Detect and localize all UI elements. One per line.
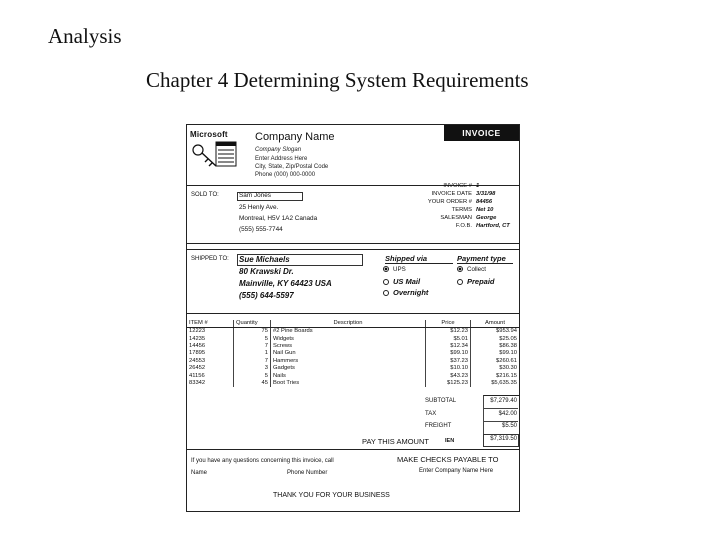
column-header: Description	[271, 320, 426, 328]
thanks-message: THANK YOU FOR YOUR BUSINESS	[273, 492, 390, 499]
sold-to-phone: (555) 555-7744	[239, 226, 283, 233]
item-amount: $25.05	[471, 335, 520, 342]
radio-selected-icon	[457, 266, 463, 272]
item-number: 14235	[189, 335, 206, 342]
shipped-via-title: Shipped via	[385, 254, 453, 264]
item-quantity: 5	[234, 372, 271, 379]
item-price: $10.10	[426, 365, 471, 372]
ship-option-label: UPS	[393, 266, 406, 273]
item-quantity: 7	[234, 358, 271, 365]
item-price: $5.01	[426, 335, 471, 342]
meta-value: 1	[476, 183, 480, 189]
item-amount: $260.61	[471, 358, 520, 365]
shipped-to-name: Sue Michaels	[239, 255, 290, 264]
column-header: ITEM #	[187, 320, 234, 328]
company-address: Enter Address Here	[255, 156, 308, 162]
item-amount: $99.10	[471, 350, 520, 357]
item-amount: $5,635.35	[471, 380, 520, 387]
table-row	[187, 358, 519, 365]
item-amount: $953.94	[471, 328, 520, 336]
item-description: Nails	[271, 372, 426, 379]
item-number: 26452	[189, 365, 206, 372]
radio-icon	[383, 290, 389, 296]
table-row	[187, 335, 519, 342]
item-description: Nail Gun	[271, 350, 426, 357]
freight-label: FREIGHT	[425, 423, 452, 429]
sold-to-city: Montreal, H5V 1A2 Canada	[239, 215, 318, 222]
meta-label: YOUR ORDER #	[427, 199, 472, 205]
item-price: $12.23	[426, 328, 471, 336]
radio-selected-icon	[383, 266, 389, 272]
table-row	[187, 380, 519, 387]
invoice-badge: INVOICE	[444, 125, 519, 141]
radio-icon	[457, 279, 463, 285]
payment-option-prepaid[interactable]	[457, 277, 495, 286]
company-logo	[190, 130, 242, 176]
column-header: Quantity	[234, 320, 271, 328]
item-price: $99.10	[426, 350, 471, 357]
item-description: Boot Tries	[271, 380, 426, 387]
item-number: 24553	[189, 357, 206, 364]
table-row	[187, 350, 519, 357]
items-table	[187, 320, 519, 387]
payable-title: MAKE CHECKS PAYABLE TO	[397, 455, 499, 464]
item-price: $37.23	[426, 358, 471, 365]
logo-icon	[190, 138, 242, 178]
meta-label: F.O.B.	[455, 223, 472, 229]
item-price: $125.23	[426, 380, 471, 387]
table-row	[187, 372, 519, 379]
item-quantity: 1	[234, 350, 271, 357]
table-header-row	[187, 320, 519, 328]
item-description: Widgets	[271, 335, 426, 342]
invoice-form	[186, 124, 520, 512]
pay-amount-value: $7,319.50	[490, 436, 517, 442]
meta-value: Net 10	[476, 207, 494, 213]
slide-heading: Analysis	[48, 24, 122, 48]
table-row	[187, 343, 519, 350]
sold-to-name: Sam Jones	[239, 192, 271, 199]
divider	[187, 313, 519, 314]
payment-option-label: Collect	[467, 266, 486, 273]
shipped-to-street: 80 Krawski Dr.	[239, 267, 294, 276]
freight-value: $5.50	[501, 423, 517, 429]
ship-option-usmail[interactable]	[383, 277, 420, 286]
table-row	[187, 328, 519, 336]
meta-label: INVOICE DATE	[431, 191, 472, 197]
company-name: Company Name	[255, 131, 335, 143]
item-number: 14456	[189, 343, 206, 349]
item-quantity: 7	[234, 343, 271, 350]
divider	[187, 449, 519, 450]
payment-type-title: Payment type	[457, 254, 513, 264]
item-number: 12223	[189, 328, 206, 335]
item-number: 83342	[189, 379, 206, 386]
meta-value: George	[476, 215, 497, 221]
company-slogan: Company Slogan	[255, 147, 302, 153]
item-quantity: 75	[234, 328, 271, 336]
item-price: $43.23	[426, 372, 471, 379]
item-price: $12.34	[426, 343, 471, 350]
currency-symbol: IEN	[445, 438, 455, 444]
item-description: Hammers	[271, 358, 426, 365]
divider	[187, 249, 519, 250]
item-amount: $30.30	[471, 365, 520, 372]
company-city: City, State, Zip/Postal Code	[255, 164, 329, 170]
meta-label: TERMS	[451, 207, 472, 213]
footer-question: If you have any questions concerning this invoice, call	[191, 458, 334, 464]
subtotal-value: $7,279.40	[490, 398, 517, 404]
shipped-to-label: SHIPPED TO:	[191, 256, 229, 262]
logo-text: Microsoft	[190, 130, 228, 139]
item-number: 41156	[189, 372, 205, 379]
sold-to-label: SOLD TO:	[191, 192, 219, 198]
company-phone: Phone (000) 000-0000	[255, 172, 316, 178]
shipped-to-city: Mainville, KY 64423 USA	[239, 279, 332, 288]
payment-option-collect[interactable]	[457, 266, 486, 273]
meta-label: SALESMAN	[440, 215, 472, 221]
item-description: Screws	[271, 343, 426, 350]
meta-value: Hartford, CT	[476, 223, 510, 229]
payment-option-label: Prepaid	[467, 277, 495, 286]
column-header: Price	[426, 320, 471, 328]
ship-option-ups[interactable]	[383, 266, 406, 273]
meta-value: 3/31/98	[476, 191, 496, 197]
slide-title: Chapter 4 Determining System Requirements	[146, 68, 529, 92]
pay-amount-label: PAY THIS AMOUNT	[362, 437, 429, 446]
tax-value: $42.00	[498, 411, 517, 417]
item-quantity: 3	[234, 365, 271, 372]
meta-label: INVOICE #	[443, 183, 472, 189]
divider	[187, 243, 519, 244]
item-number: 17895	[189, 350, 206, 357]
ship-option-label: Overnight	[393, 288, 429, 297]
shipped-to-phone: (555) 644-5597	[239, 291, 294, 300]
ship-option-overnight[interactable]	[383, 288, 428, 297]
meta-value: 84456	[476, 199, 493, 205]
item-quantity: 45	[234, 380, 271, 387]
item-quantity: 5	[234, 335, 271, 342]
tax-label: TAX	[425, 411, 437, 417]
item-description: Gadgets	[271, 365, 426, 372]
payable-name: Enter Company Name Here	[419, 468, 494, 474]
footer-phone: Phone Number	[287, 470, 328, 476]
table-row	[187, 365, 519, 372]
radio-icon	[383, 279, 389, 285]
column-header: Amount	[471, 320, 520, 328]
subtotal-label: SUBTOTAL	[425, 398, 457, 404]
item-amount: $86.38	[471, 343, 520, 350]
sold-to-street: 25 Henly Ave.	[239, 204, 279, 211]
footer-name: Name	[191, 470, 208, 476]
item-amount: $216.15	[471, 372, 520, 379]
ship-option-label: US Mail	[393, 277, 421, 286]
item-description: #2 Pine Boards	[271, 328, 426, 336]
